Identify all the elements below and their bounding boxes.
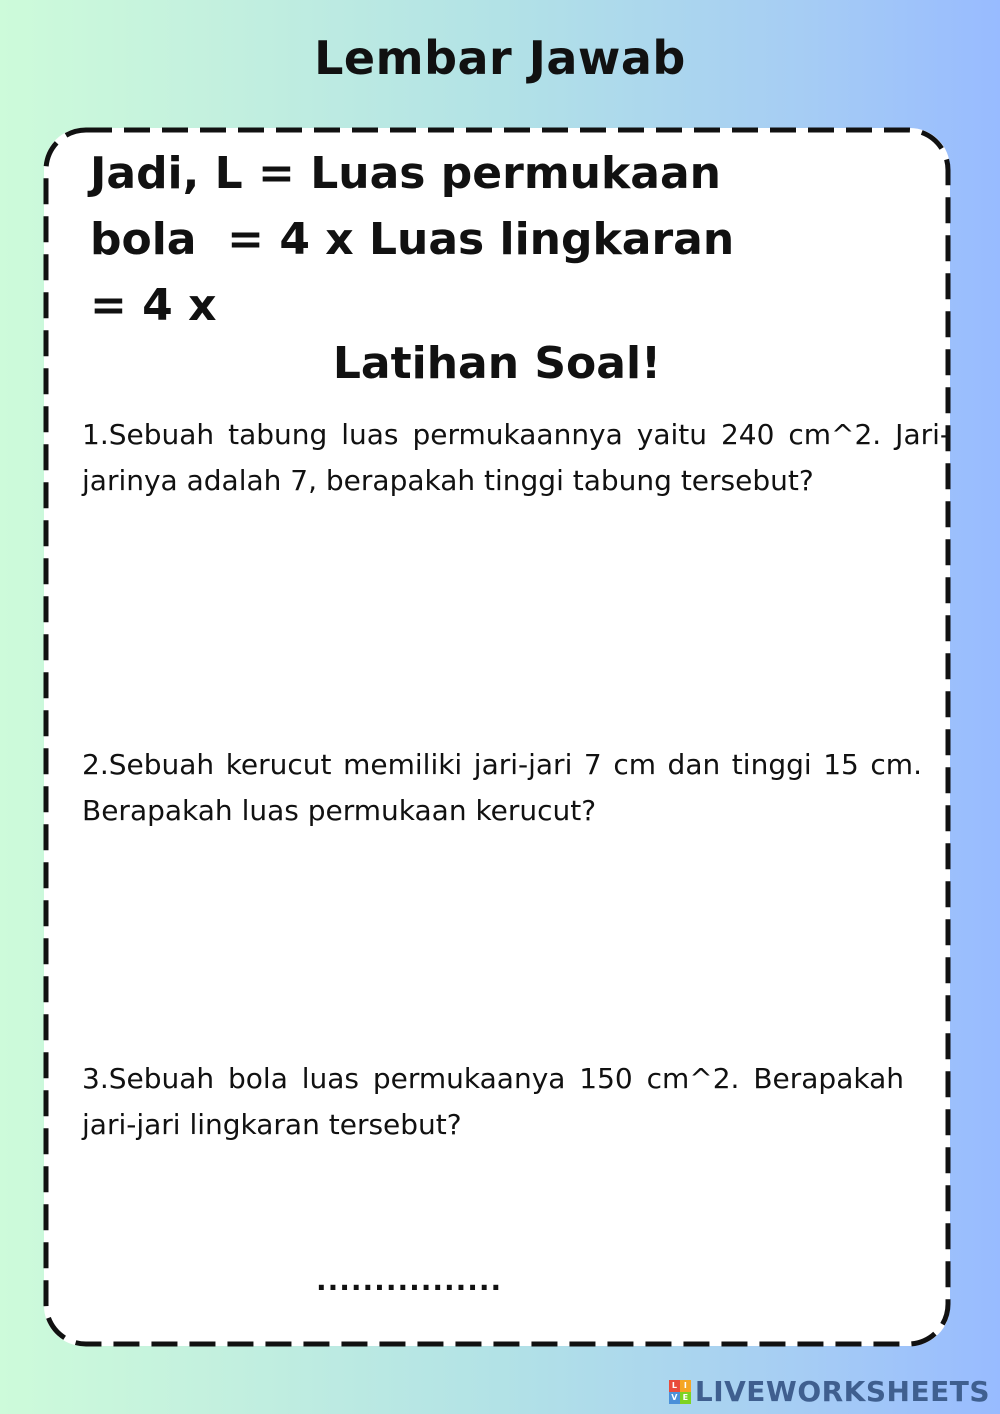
liveworksheets-logo-icon: [669, 1380, 691, 1404]
intro-line-2: bola = 4 x Luas lingkaran: [90, 214, 735, 265]
question-1: 1.Sebuah tabung luas permukaannya yaitu 240 cm^2. Jari-jarinya adalah 7, berapakah tinggi tabung tersebut?: [82, 418, 950, 497]
page-title: Lembar Jawab: [314, 31, 686, 85]
logo-letter: L: [669, 1380, 680, 1392]
intro-line-1: Jadi, L = Luas permukaan: [90, 148, 721, 199]
logo-letter: E: [680, 1392, 691, 1404]
question-2: 2.Sebuah kerucut memiliki jari-jari 7 cm dan tinggi 15 cm. Berapakah luas permukaan kerucut?: [82, 748, 922, 827]
intro-line-3: = 4 x: [90, 280, 217, 331]
answer-blank[interactable]: ................: [316, 1264, 503, 1297]
logo-letter: I: [680, 1380, 691, 1392]
worksheet-card: [44, 128, 950, 1346]
logo-letter: V: [669, 1392, 680, 1404]
brand-footer[interactable]: [669, 1376, 990, 1408]
question-3: 3.Sebuah bola luas permukaanya 150 cm^2. Berapakah jari-jari lingkaran tersebut?: [82, 1062, 904, 1141]
section-heading: Latihan Soal!: [332, 338, 662, 389]
brand-name: LIVEWORKSHEETS: [694, 1375, 990, 1408]
